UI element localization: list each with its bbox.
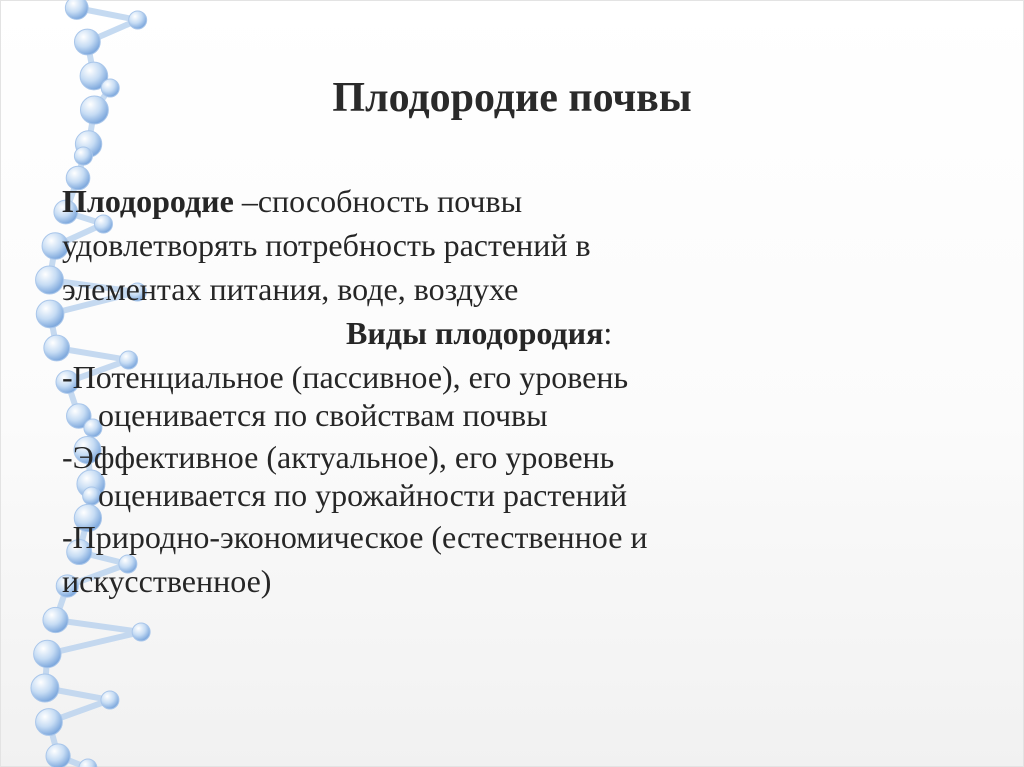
type-natural-economic-line-2: искусственное) — [62, 563, 272, 599]
slide-title: Плодородие почвы — [332, 75, 692, 121]
molecule-bead — [36, 709, 63, 736]
type-potential-line-2: оценивается по свойствам почвы — [98, 397, 548, 433]
definition-line-2: удовлетворять потребность растений в — [62, 227, 591, 263]
slide-body — [62, 182, 962, 606]
type-effective-line-1: -Эффективное (актуальное), его уровень — [62, 439, 615, 475]
molecule-bead — [132, 623, 150, 641]
molecule-bead — [36, 266, 64, 294]
molecule-bead — [43, 607, 68, 632]
definition-term: Плодородие — [62, 183, 234, 219]
types-heading — [62, 314, 962, 358]
type-potential-line-1: -Потенциальное (пассивное), его уровень — [62, 359, 629, 395]
molecule-bead — [74, 147, 92, 165]
molecule-bead — [36, 300, 64, 328]
molecule-bead — [34, 640, 61, 667]
type-effective-line-2: оценивается по урожайности растений — [98, 477, 627, 513]
molecule-bead — [101, 691, 119, 709]
molecule-bead — [74, 29, 100, 55]
definition-line-3: элементах питания, воде, воздухе — [62, 271, 519, 307]
types-heading-label: Виды плодородия — [346, 315, 604, 351]
molecule-bead — [31, 674, 59, 702]
type-natural-economic-line-1: -Природно-экономическое (естественное и — [62, 519, 648, 555]
definition-text: –способность почвы — [233, 183, 523, 219]
molecule-bead — [79, 759, 97, 767]
molecule-bead — [65, 0, 88, 19]
molecule-bead — [46, 744, 70, 767]
definition-line-1 — [62, 182, 962, 226]
molecule-bead — [129, 11, 147, 29]
types-heading-colon: : — [603, 315, 613, 351]
